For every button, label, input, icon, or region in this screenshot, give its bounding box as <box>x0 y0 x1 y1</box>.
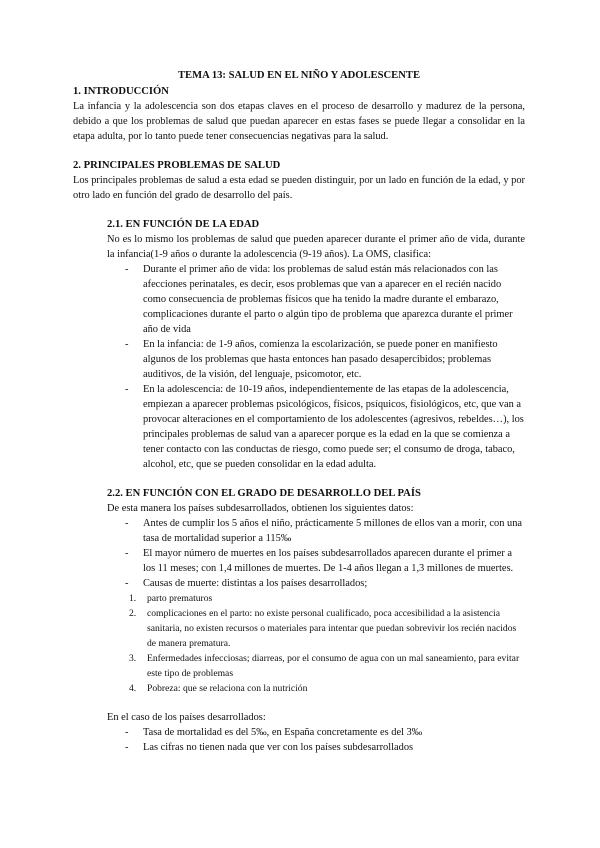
age-paragraph: No es lo mismo los problemas de salud que pueden aparecer durante el primer año de vida, durante la infancia(1-9 años o durante la adolescencia (9-19 años). La OMS, clasifica: <box>107 234 525 260</box>
development-list <box>73 516 525 591</box>
subsection-heading-development: 2.2. EN FUNCIÓN CON EL GRADO DE DESARROLLO DEL PAÍS <box>107 488 421 499</box>
problems-paragraph: Los principales problemas de salud a esta edad se pueden distinguir, por un lado en función de la edad, y por otro lado en función del grado de desarrollo del país. <box>73 175 525 201</box>
list-number: 2. <box>129 608 137 619</box>
list-item-text: parto prematuros <box>147 593 213 604</box>
list-item: - En la adolescencia: de 10-19 años, independientemente de las etapas de la adolescencia, empiezan a aparecer problemas psicológicos, físicos, psíquicos, fisiológicos, etc, que van a provocar alteraciones en el comportamiento de los adolescentes (agresivos, rebeldes…), los principales problemas de salud van a aparecer porque es la edad en la que se comienza a tener contacto con las conductas de riesgo, como puede ser; el consumo de droga, tabaco, alcohol, etc, que se pueden consolidar en la edad adulta. <box>107 382 525 472</box>
list-item <box>129 591 525 606</box>
list-item <box>129 606 525 651</box>
developed-paragraph: En el caso de los países desarrollados: <box>107 712 266 723</box>
list-number: 1. <box>129 593 137 604</box>
section-heading-problems: 2. PRINCIPALES PROBLEMAS DE SALUD <box>73 160 281 171</box>
age-list <box>73 262 525 472</box>
list-item: - Durante el primer año de vida: los problemas de salud están más relacionados con las afecciones perinatales, es decir, esos problemas que van a aparecer en el recién nacido como consecuencia de problemas físicos que ha tenido la madre durante el embarazo, complicaciones durante el parto o algún tipo de problema que aparezca durante el primer año de vida <box>107 262 525 337</box>
development-paragraph: De esta manera los países subdesarrollados, obtienen los siguientes datos: <box>107 503 414 514</box>
document-title: TEMA 13: SALUD EN EL NIÑO Y ADOLESCENTE <box>177 70 421 81</box>
list-number: 3. <box>129 653 137 664</box>
section-heading-intro: 1. INTRODUCCIÓN <box>73 86 169 97</box>
list-item: - Antes de cumplir los 5 años el niño, prácticamente 5 millones de ellos van a morir, con una tasa de mortalidad superior a 115‰ <box>107 516 525 546</box>
document-body <box>73 68 525 755</box>
list-item <box>129 681 525 696</box>
list-number: 4. <box>129 683 137 694</box>
causes-list <box>73 591 525 696</box>
list-item: - El mayor número de muertes en los países subdesarrollados aparecen durante el primer a los 11 meses; con 1,4 millones de muertes. De 1-4 años llegan a 1,3 millones de muertes. <box>107 546 525 576</box>
subsection-heading-age: 2.1. EN FUNCIÓN DE LA EDAD <box>107 219 260 230</box>
list-item: - Causas de muerte: distintas a los países desarrollados; <box>107 576 525 591</box>
list-item: - En la infancia: de 1-9 años, comienza la escolarización, se puede poner en manifiesto algunos de los problemas que hasta entonces han pasado desapercibidos; problemas auditivos, de la visión, del lenguaje, psicomotor, etc. <box>107 337 525 382</box>
list-item <box>129 651 525 681</box>
list-item: - Las cifras no tienen nada que ver con los países subdesarrollados <box>107 740 525 755</box>
intro-paragraph: La infancia y la adolescencia son dos etapas claves en el proceso de desarrollo y madurez de la persona, debido a que los problemas de salud que puedan aparecer en estas fases se puede llegar a consolidar en la etapa adulta, por lo tanto puede tener consecuencias negativas para la salud. <box>73 101 525 142</box>
developed-list <box>73 725 525 755</box>
list-item-text: complicaciones en el parto: no existe personal cualificado, poca accesibilidad a la asistencia sanitaria, no existen recursos o materiales para intentar que puedan sobrevivir los recién nacidos de manera prematura. <box>147 608 517 649</box>
list-item-text: Enfermedades infecciosas; diarreas, por el consumo de agua con un mal saneamiento, para evitar este tipo de problemas <box>147 653 520 679</box>
list-item: - Tasa de mortalidad es del 5‰, en España concretamente es del 3‰ <box>107 725 525 740</box>
list-item-text: Pobreza: que se relaciona con la nutrición <box>147 683 308 694</box>
